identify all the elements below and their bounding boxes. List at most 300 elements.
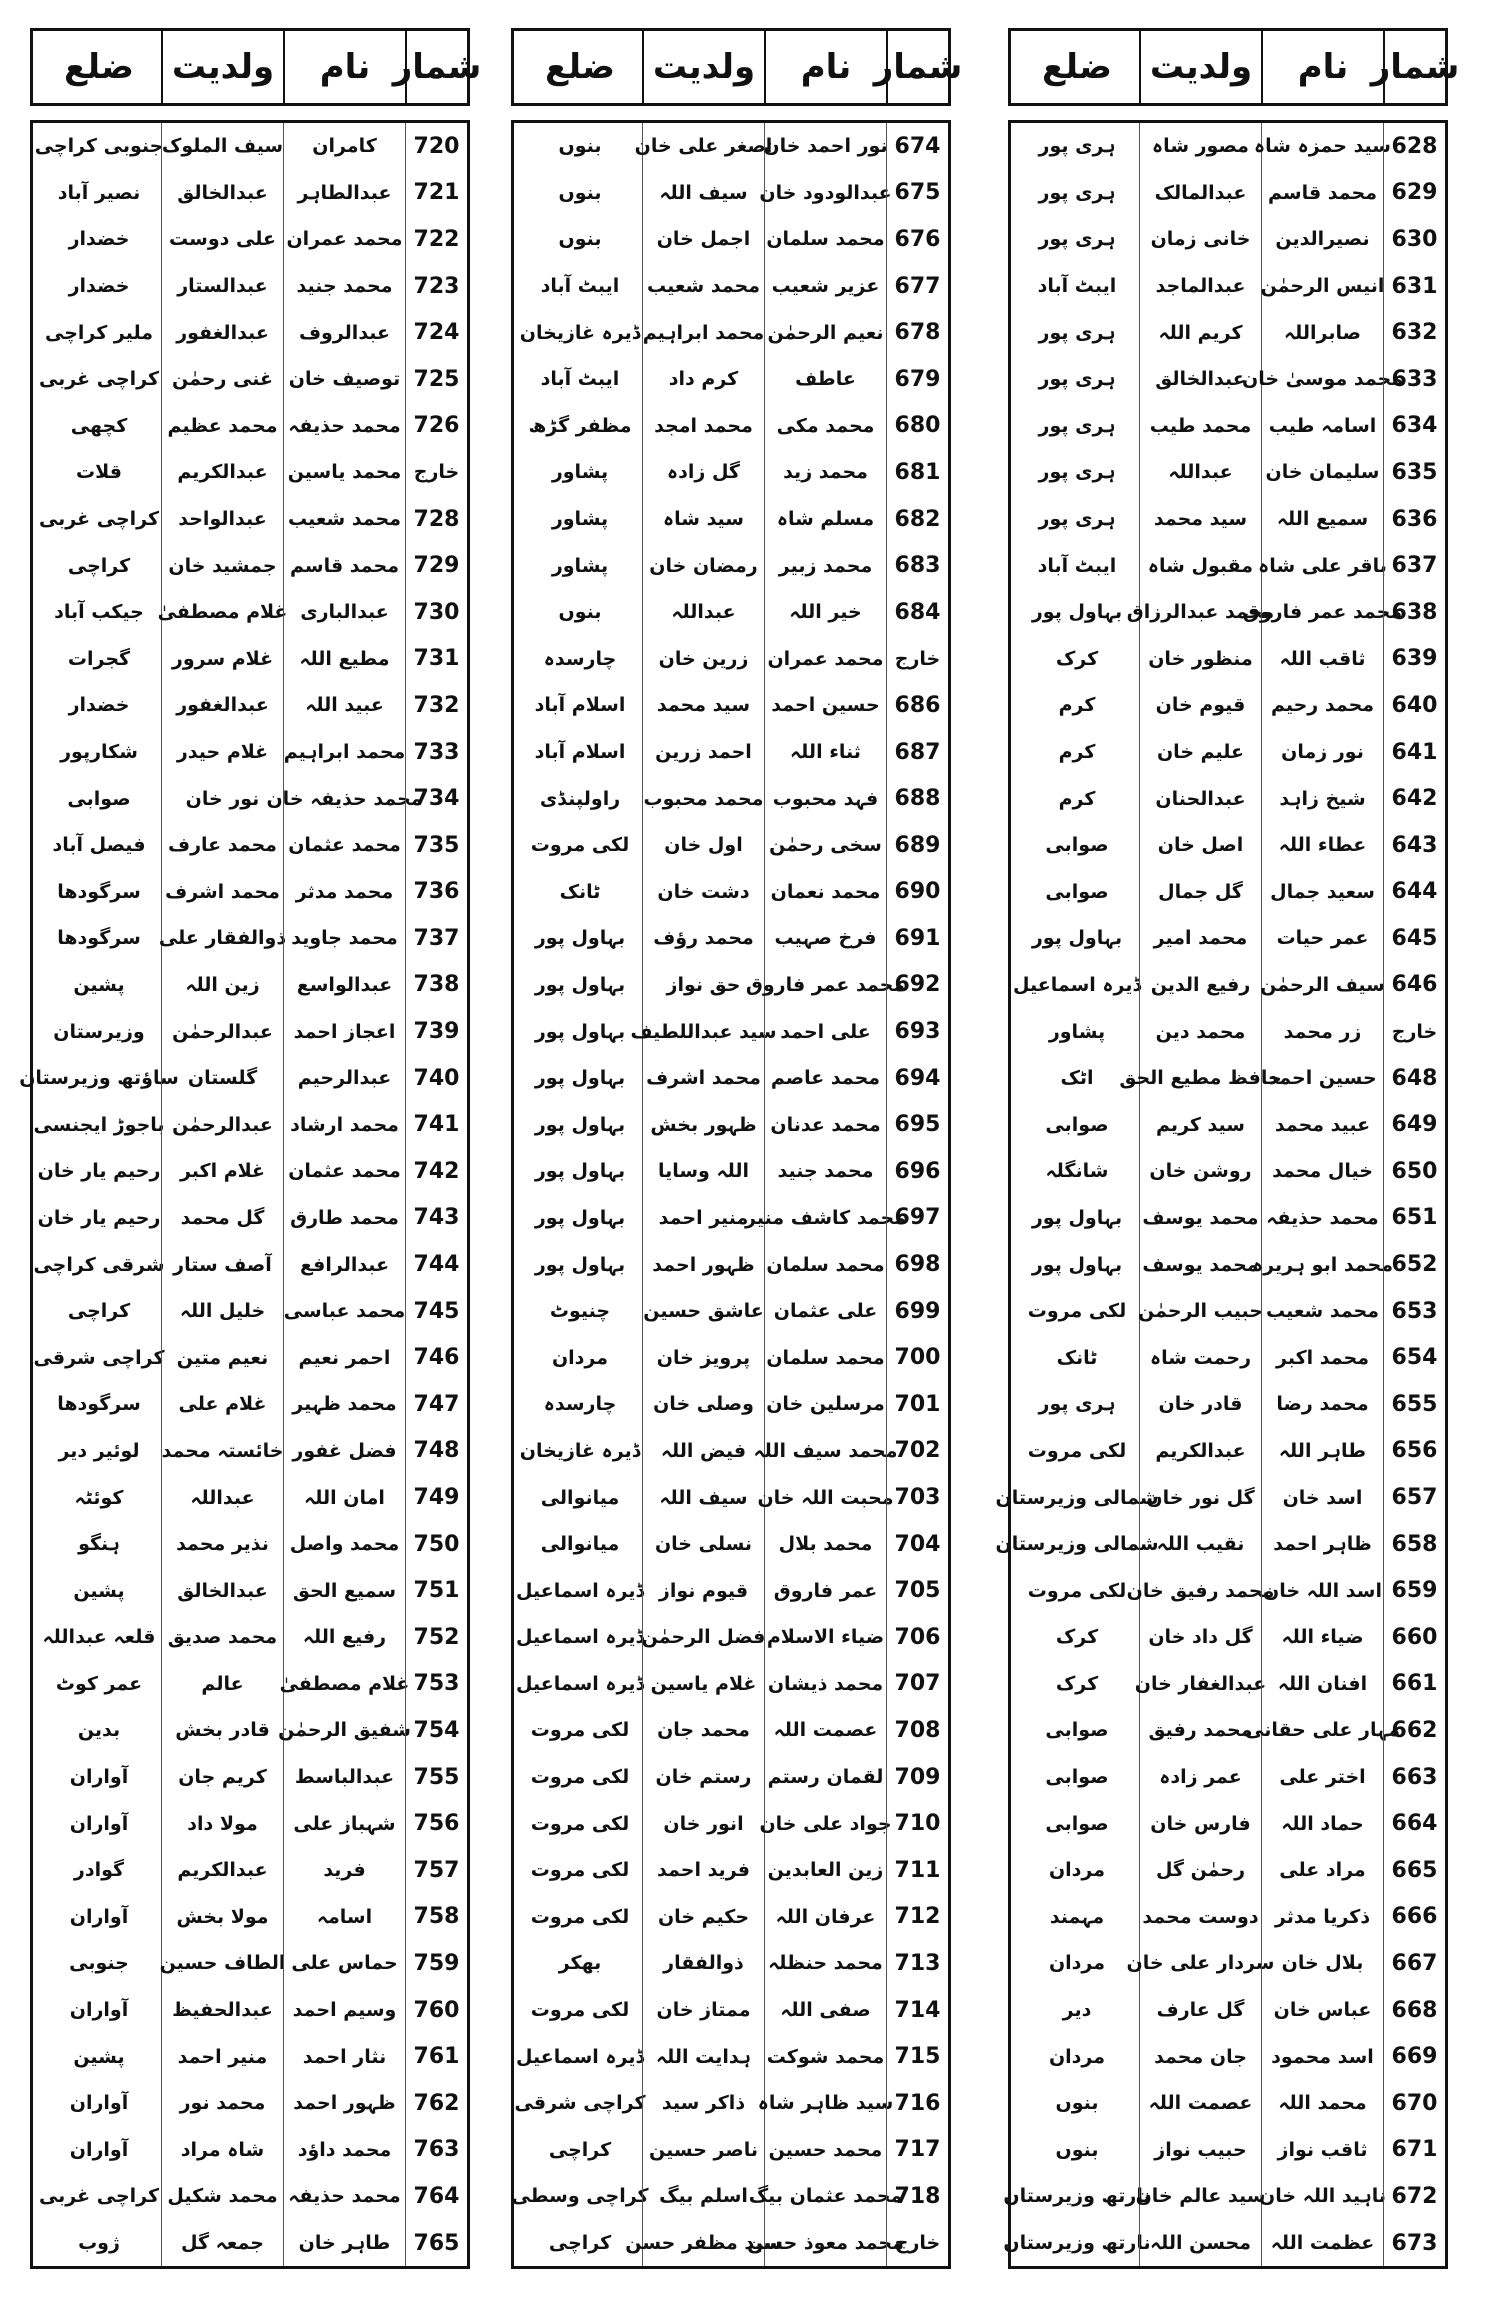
cell-serial: 765 xyxy=(405,2220,467,2267)
table-row xyxy=(33,682,467,729)
cell-district: آواران xyxy=(69,1999,129,2022)
table-row xyxy=(514,1567,948,1614)
cell-name: محمد عمر فاروق xyxy=(764,962,886,1009)
cell-serial: 633 xyxy=(1383,356,1445,403)
cell-name: عبدالرحیم xyxy=(283,1055,405,1102)
cell-name: محمد زید xyxy=(764,449,886,496)
cell-district: صوابی xyxy=(1045,1719,1109,1742)
cell-father: رحمٰن گل xyxy=(1139,1847,1261,1894)
cell-serial: خارج xyxy=(1383,1008,1445,1055)
cell-serial: 757 xyxy=(405,1847,467,1894)
header-district: ضلع xyxy=(545,47,615,87)
cell-serial: 754 xyxy=(405,1707,467,1754)
cell-father: روشن خان xyxy=(1139,1148,1261,1195)
table-row xyxy=(1011,1661,1445,1708)
cell-serial: 722 xyxy=(405,216,467,263)
table-row xyxy=(33,1241,467,1288)
cell-father: سید کریم xyxy=(1139,1101,1261,1148)
cell-father: عبداللہ xyxy=(161,1474,283,1521)
cell-district: خضدار xyxy=(68,228,130,251)
table-row xyxy=(511,2173,948,2220)
cell-name: محمد ابراہیم xyxy=(283,729,405,776)
cell-district: بنوں xyxy=(558,601,602,624)
cell-father: نعیم متین xyxy=(161,1334,283,1381)
cell-father: سردار علی خان xyxy=(1139,1940,1261,1987)
cell-serial: 723 xyxy=(405,263,467,310)
cell-father: ذوالفقار xyxy=(642,1940,764,1987)
cell-district: قلات xyxy=(76,461,122,484)
table-row xyxy=(1011,636,1445,683)
table-row xyxy=(33,1101,467,1148)
cell-district: کراچی غربی xyxy=(38,508,160,531)
table-row xyxy=(1011,1288,1445,1335)
cell-district: ایبٹ آباد xyxy=(540,275,620,298)
cell-name: نور احمد خان xyxy=(764,123,886,170)
cell-district: لکی مروت xyxy=(530,1719,630,1742)
cell-district: جیکب آباد xyxy=(54,601,144,624)
cell-name: محمد عاصم xyxy=(764,1055,886,1102)
cell-name: امان اللہ xyxy=(283,1474,405,1521)
table-row xyxy=(514,2033,948,2080)
cell-father: پرویز خان xyxy=(642,1334,764,1381)
table-row xyxy=(33,1940,467,1987)
cell-serial: 707 xyxy=(886,1661,948,1708)
header-father: ولدیت xyxy=(1139,31,1261,103)
cell-district: کرک xyxy=(1055,647,1099,670)
cell-district: بہاول پور xyxy=(534,927,626,950)
cell-name: عبدالودود خان xyxy=(764,170,886,217)
cell-name: محمد یاسین xyxy=(283,449,405,496)
cell-name: کامران xyxy=(283,123,405,170)
cell-father: عبدالکریم xyxy=(161,1847,283,1894)
cell-name: مہار علی حقانی xyxy=(1261,1707,1383,1754)
cell-father: سید محمد xyxy=(1139,496,1261,543)
cell-father: علیم خان xyxy=(1139,729,1261,776)
cell-serial: خارج xyxy=(405,449,467,496)
cell-serial: 671 xyxy=(1383,2127,1445,2174)
cell-district: پشین xyxy=(73,2045,125,2068)
cell-father: عبدالکریم xyxy=(161,449,283,496)
cell-father: محمد یوسف xyxy=(1139,1195,1261,1242)
cell-father: سیف اللہ xyxy=(642,1474,764,1521)
cell-district: آواران xyxy=(69,2138,129,2161)
cell-district: نارتھ وزیرستان xyxy=(1003,2185,1151,2208)
cell-father: سید شاہ xyxy=(642,496,764,543)
cell-district: مہمند xyxy=(1049,1905,1105,1928)
cell-name: محمد زبیر xyxy=(764,542,886,589)
cell-serial: 667 xyxy=(1383,1940,1445,1987)
cell-district: ایبٹ آباد xyxy=(1037,554,1117,577)
cell-name: سید حمزہ شاہ xyxy=(1261,123,1383,170)
cell-serial: 677 xyxy=(886,263,948,310)
cell-name: محمد قاسم xyxy=(1261,170,1383,217)
cell-name: احمر نعیم xyxy=(283,1334,405,1381)
cell-father: خلیل اللہ xyxy=(161,1288,283,1335)
cell-serial: 700 xyxy=(886,1334,948,1381)
cell-name: محمد جاوید xyxy=(283,915,405,962)
cell-serial: 628 xyxy=(1383,123,1445,170)
cell-district: کراچی xyxy=(548,2138,612,2161)
cell-district: ڈیرہ غازیخان xyxy=(519,321,641,344)
cell-district: شانگلہ xyxy=(1045,1160,1109,1183)
table-row xyxy=(1011,1707,1445,1754)
cell-father: گل محمد xyxy=(161,1195,283,1242)
table-row xyxy=(33,1008,467,1055)
cell-serial: 704 xyxy=(886,1521,948,1568)
cell-serial: 665 xyxy=(1383,1847,1445,1894)
table-row xyxy=(1011,1334,1445,1381)
cell-name: ظاہر احمد xyxy=(1261,1521,1383,1568)
cell-serial: 728 xyxy=(405,496,467,543)
cell-father: کریم جان xyxy=(161,1754,283,1801)
cell-father: عمر زادہ xyxy=(1139,1754,1261,1801)
cell-serial: 759 xyxy=(405,1940,467,1987)
cell-name: عبدالواسع xyxy=(283,962,405,1009)
cell-serial: 764 xyxy=(405,2173,467,2220)
table-row xyxy=(514,729,948,776)
cell-serial: 669 xyxy=(1383,2033,1445,2080)
cell-serial: 637 xyxy=(1383,542,1445,589)
table-header xyxy=(1008,28,1460,106)
cell-father: محمد عبدالرزاق xyxy=(1139,589,1261,636)
cell-father: محمد طیب xyxy=(1139,403,1261,450)
cell-name: محمد اکبر xyxy=(1261,1334,1383,1381)
cell-serial: 744 xyxy=(405,1241,467,1288)
table-row xyxy=(1011,216,1445,263)
cell-name: عبید محمد xyxy=(1261,1101,1383,1148)
cell-father: منظور خان xyxy=(1139,636,1261,683)
cell-district: ٹانک xyxy=(1056,1346,1098,1369)
table-row xyxy=(1011,263,1445,310)
table-row xyxy=(33,1567,467,1614)
cell-father: محمد رؤف xyxy=(642,915,764,962)
cell-father: دشت خان xyxy=(642,869,764,916)
cell-name: سخی رحمٰن xyxy=(764,822,886,869)
cell-name: محمد عثمان xyxy=(283,822,405,869)
cell-district: ڈیرہ اسماعیل xyxy=(516,1672,644,1695)
cell-serial: 732 xyxy=(405,682,467,729)
cell-name: حسین احمد xyxy=(764,682,886,729)
table-row xyxy=(514,2220,948,2267)
cell-name: ظہور احمد xyxy=(283,2080,405,2127)
cell-district: ڈیرہ غازیخان xyxy=(519,1439,641,1462)
cell-father: جمشید خان xyxy=(161,542,283,589)
table-row xyxy=(1011,1754,1445,1801)
cell-name: سمیع الحق xyxy=(283,1567,405,1614)
cell-serial: 652 xyxy=(1383,1241,1445,1288)
cell-serial: 749 xyxy=(405,1474,467,1521)
cell-name: طاہر خان xyxy=(283,2220,405,2267)
cell-father: گلستان xyxy=(161,1055,283,1102)
cell-name: مرسلین خان xyxy=(764,1381,886,1428)
table-row xyxy=(1011,1567,1445,1614)
cell-district: پشین xyxy=(73,973,125,996)
cell-father: رمضان خان xyxy=(642,542,764,589)
cell-serial: 756 xyxy=(405,1800,467,1847)
cell-father: سید مظفر حسن xyxy=(642,2220,764,2267)
cell-name: شفیق الرحمٰن xyxy=(283,1707,405,1754)
cell-name: وسیم احمد xyxy=(283,1987,405,2034)
table-row xyxy=(514,589,948,636)
cell-serial: 654 xyxy=(1383,1334,1445,1381)
cell-father: اللہ وسایا xyxy=(642,1148,764,1195)
cell-district: لکی مروت xyxy=(1027,1439,1127,1462)
table-row xyxy=(33,1521,467,1568)
cell-father: نذیر محمد xyxy=(161,1521,283,1568)
cell-district: فیصل آباد xyxy=(52,834,146,857)
cell-serial: 750 xyxy=(405,1521,467,1568)
cell-name: محمد نعمان xyxy=(764,869,886,916)
cell-name: فہد محبوب xyxy=(764,775,886,822)
cell-serial: 632 xyxy=(1383,309,1445,356)
cell-father: عبدالغفار خان xyxy=(1139,1661,1261,1708)
cell-district: ڈیرہ اسماعیل xyxy=(516,2045,644,2068)
cell-father: اصل خان xyxy=(1139,822,1261,869)
cell-name: محمد عثمان xyxy=(283,1148,405,1195)
cell-father: عبدالواحد xyxy=(161,496,283,543)
cell-father: قادر خان xyxy=(1139,1381,1261,1428)
cell-district: رحیم یار خان xyxy=(37,1160,161,1183)
cell-district: لکی مروت xyxy=(530,1905,630,1928)
cell-father: عبدالرحمٰن xyxy=(161,1101,283,1148)
cell-father: غلام سرور xyxy=(161,636,283,683)
table-row xyxy=(33,1800,467,1847)
cell-district: ڈیرہ اسماعیل xyxy=(516,1579,644,1602)
cell-father: سیف اللہ xyxy=(642,170,764,217)
cell-serial: 743 xyxy=(405,1195,467,1242)
cell-district: گجرات xyxy=(67,647,131,670)
header-serial: شمار xyxy=(886,31,948,103)
cell-serial: 646 xyxy=(1383,962,1445,1009)
cell-district: ہری پور xyxy=(1038,461,1116,484)
cell-district: آواران xyxy=(69,1905,129,1928)
table-row xyxy=(514,1381,948,1428)
table-row xyxy=(514,1661,948,1708)
cell-father: جان محمد xyxy=(1139,2033,1261,2080)
cell-name: محمد ظہیر xyxy=(283,1381,405,1428)
table-row xyxy=(514,1987,948,2034)
cell-name: علی احمد xyxy=(764,1008,886,1055)
cell-father: عبدالغفور xyxy=(161,309,283,356)
cell-district: چارسدہ xyxy=(543,1393,617,1416)
table-row xyxy=(514,1800,948,1847)
cell-name: سمیع اللہ xyxy=(1261,496,1383,543)
cell-district: بہاول پور xyxy=(534,1020,626,1043)
header-serial: شمار xyxy=(405,31,467,103)
cell-district: مردان xyxy=(1048,2045,1106,2068)
cell-serial: 712 xyxy=(886,1894,948,1941)
cell-district: صوابی xyxy=(1045,1113,1109,1136)
table-body xyxy=(995,120,1448,2269)
cell-father: عبدالکریم xyxy=(1139,1428,1261,1475)
cell-name: فرخ صہیب xyxy=(764,915,886,962)
cell-serial: 664 xyxy=(1383,1800,1445,1847)
header-father: ولدیت xyxy=(642,31,764,103)
cell-district: کراچی xyxy=(67,1300,131,1323)
cell-name: محمد کاشف منیر xyxy=(764,1195,886,1242)
table-header xyxy=(30,28,482,106)
cell-name: ناہید اللہ خان xyxy=(1261,2173,1383,2220)
cell-serial: 676 xyxy=(886,216,948,263)
cell-serial: 695 xyxy=(886,1101,948,1148)
table-row xyxy=(1011,915,1445,962)
cell-name: رفیع اللہ xyxy=(283,1614,405,1661)
cell-name: اختر علی xyxy=(1261,1754,1383,1801)
table-row xyxy=(514,309,948,356)
cell-serial: 642 xyxy=(1383,775,1445,822)
table-row xyxy=(1011,1614,1445,1661)
cell-serial: 643 xyxy=(1383,822,1445,869)
table-row xyxy=(33,1987,467,2034)
cell-district: عمر کوٹ xyxy=(55,1672,143,1695)
cell-serial: 761 xyxy=(405,2033,467,2080)
cell-serial: خارج xyxy=(886,636,948,683)
table-row xyxy=(514,1894,948,1941)
cell-district: کراچی xyxy=(67,554,131,577)
table-row xyxy=(514,1614,948,1661)
cell-name: عمر فاروق xyxy=(764,1567,886,1614)
table-row xyxy=(33,1334,467,1381)
cell-name: محمد موسیٰ خان xyxy=(1261,356,1383,403)
cell-district: کرک xyxy=(1055,1626,1099,1649)
cell-district: پشین xyxy=(73,1579,125,1602)
table-row xyxy=(514,1288,948,1335)
cell-father: اسلم بیگ xyxy=(642,2173,764,2220)
cell-father: محمد شعیب xyxy=(642,263,764,310)
cell-father: محمد محبوب xyxy=(642,775,764,822)
cell-serial: 706 xyxy=(886,1614,948,1661)
table-row xyxy=(514,216,948,263)
cell-father: فضل الرحمٰن xyxy=(642,1614,764,1661)
cell-district: ژوب xyxy=(78,2232,120,2255)
table-row xyxy=(33,775,467,822)
cell-name: افنان اللہ xyxy=(1261,1661,1383,1708)
cell-district: کراچی شرقی xyxy=(33,1346,165,1369)
cell-serial: 720 xyxy=(405,123,467,170)
cell-name: عاطف xyxy=(764,356,886,403)
table-row xyxy=(33,822,467,869)
cell-father: زین اللہ xyxy=(161,962,283,1009)
table-row xyxy=(33,1661,467,1708)
cell-serial: 755 xyxy=(405,1754,467,1801)
cell-serial: 630 xyxy=(1383,216,1445,263)
cell-serial: 678 xyxy=(886,309,948,356)
cell-serial: 684 xyxy=(886,589,948,636)
table-row xyxy=(514,636,948,683)
cell-father: نقیب اللہ xyxy=(1139,1521,1261,1568)
table-row xyxy=(514,1940,948,1987)
table-row xyxy=(514,496,948,543)
cell-father: خائستہ محمد xyxy=(161,1428,283,1475)
table-row xyxy=(33,216,467,263)
cell-district: لکی مروت xyxy=(1027,1300,1127,1323)
cell-serial: 713 xyxy=(886,1940,948,1987)
table-row xyxy=(1011,1428,1445,1475)
cell-father: غلام حیدر xyxy=(161,729,283,776)
cell-serial: 708 xyxy=(886,1707,948,1754)
table-row xyxy=(1003,2173,1445,2220)
cell-name: عبدالباسط xyxy=(283,1754,405,1801)
cell-serial: 690 xyxy=(886,869,948,916)
table-row xyxy=(33,170,467,217)
cell-serial: 724 xyxy=(405,309,467,356)
table-row xyxy=(514,1707,948,1754)
cell-name: محمد عمران xyxy=(764,636,886,683)
cell-name: محمد حذیفہ xyxy=(283,2173,405,2220)
cell-name: حماد اللہ xyxy=(1261,1800,1383,1847)
table-row xyxy=(33,2173,467,2220)
cell-serial: 760 xyxy=(405,1987,467,2034)
cell-district: کراچی وسطی xyxy=(511,2185,649,2208)
cell-district: راولپنڈی xyxy=(539,787,621,810)
cell-father: محمد جان xyxy=(642,1707,764,1754)
cell-serial: 715 xyxy=(886,2033,948,2080)
table-row xyxy=(33,1381,467,1428)
cell-serial: 668 xyxy=(1383,1987,1445,2034)
cell-serial: 729 xyxy=(405,542,467,589)
cell-serial: 639 xyxy=(1383,636,1445,683)
cell-serial: 663 xyxy=(1383,1754,1445,1801)
table-row xyxy=(33,263,467,310)
cell-district: ڈیرہ اسماعیل xyxy=(516,1626,644,1649)
cell-name: علی عثمان xyxy=(764,1288,886,1335)
cell-serial: 635 xyxy=(1383,449,1445,496)
cell-father: محمد امجد xyxy=(642,403,764,450)
cell-district: ملیر کراچی xyxy=(44,321,153,344)
cell-father: محمد رفیق خان xyxy=(1139,1567,1261,1614)
cell-serial: 631 xyxy=(1383,263,1445,310)
header-father: ولدیت xyxy=(161,31,283,103)
cell-serial: 651 xyxy=(1383,1195,1445,1242)
table-row xyxy=(1011,2080,1445,2127)
table-row xyxy=(514,1521,948,1568)
cell-father: محمد عارف xyxy=(161,822,283,869)
table-row xyxy=(33,1428,467,1475)
cell-name: شیخ زاہد xyxy=(1261,775,1383,822)
cell-name: عصمت اللہ xyxy=(764,1707,886,1754)
cell-district: ہری پور xyxy=(1038,321,1116,344)
cell-serial: 692 xyxy=(886,962,948,1009)
cell-serial: 645 xyxy=(1383,915,1445,962)
table-row xyxy=(514,775,948,822)
cell-name: محمد سلمان xyxy=(764,1241,886,1288)
cell-district: اٹک xyxy=(1060,1067,1094,1090)
cell-serial: 649 xyxy=(1383,1101,1445,1148)
table-header xyxy=(511,28,963,106)
cell-name: محمد عثمان بیگ xyxy=(764,2173,886,2220)
table-row xyxy=(514,1241,948,1288)
cell-father: مولا بخش xyxy=(161,1894,283,1941)
cell-name: لقمان رستم xyxy=(764,1754,886,1801)
cell-father: غلام علی xyxy=(161,1381,283,1428)
cell-name: محمد عمران xyxy=(283,216,405,263)
table-row xyxy=(1011,1847,1445,1894)
cell-district: ہنگو xyxy=(78,1533,120,1556)
cell-father: ذوالفقار علی xyxy=(161,915,283,962)
cell-name: محمد رحیم xyxy=(1261,682,1383,729)
cell-name: محمد حنظلہ xyxy=(764,1940,886,1987)
cell-district: لوئیر دیر xyxy=(58,1439,140,1462)
cell-father: حکیم خان xyxy=(642,1894,764,1941)
cell-district: سرگودھا xyxy=(57,1393,141,1416)
cell-name: محمد جنید xyxy=(764,1148,886,1195)
table-row xyxy=(1011,589,1445,636)
cell-father: ذاکر سید xyxy=(642,2080,764,2127)
cell-serial: 644 xyxy=(1383,869,1445,916)
cell-name: محبت اللہ خان xyxy=(764,1474,886,1521)
table-row xyxy=(33,542,467,589)
table-row xyxy=(1011,1987,1445,2034)
